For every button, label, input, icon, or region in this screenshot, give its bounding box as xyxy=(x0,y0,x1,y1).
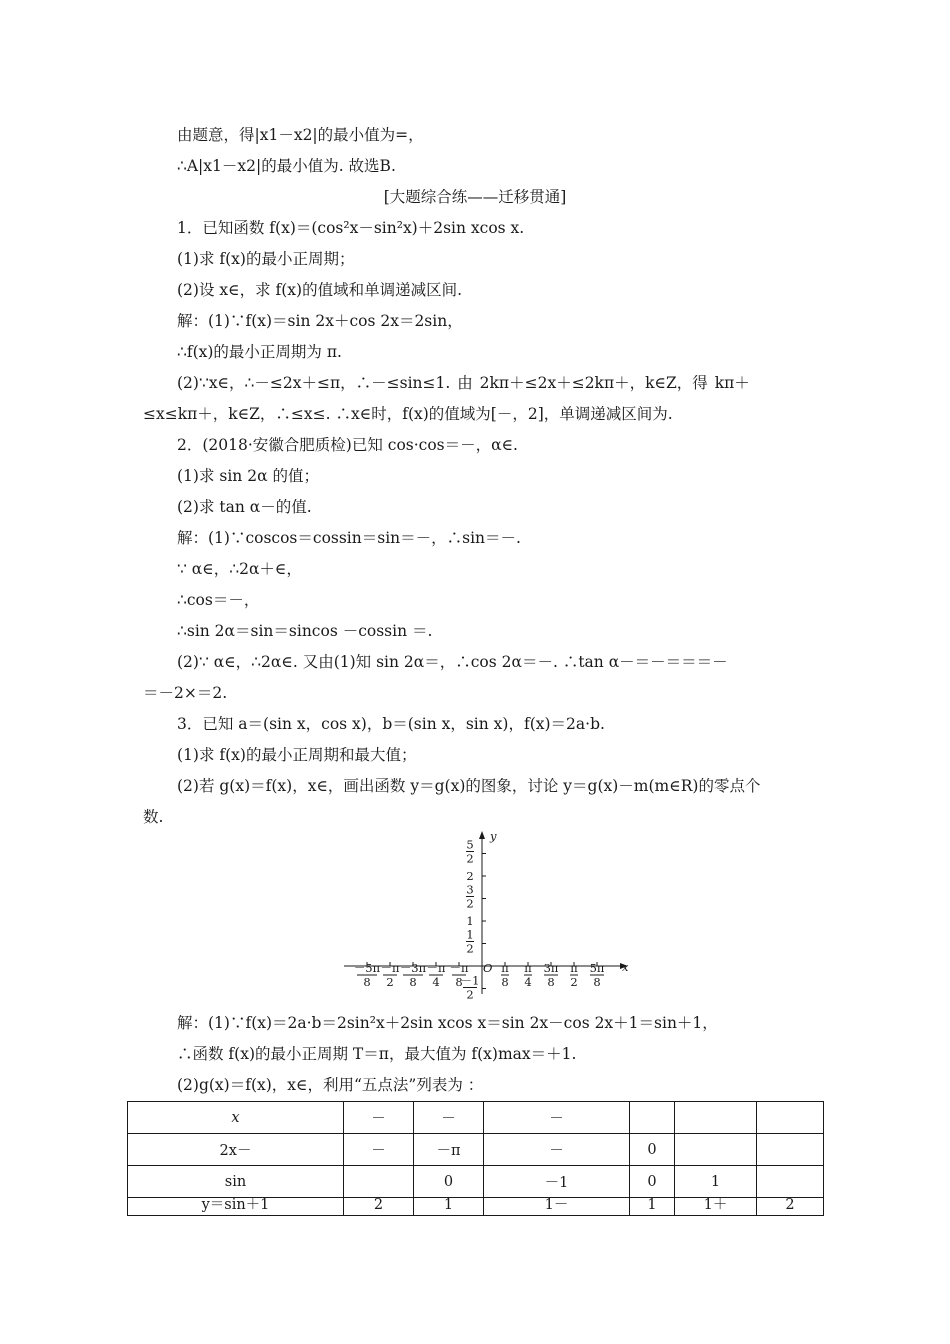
text-line: 解：(1)∵f(x)＝sin 2x＋cos 2x＝2sin， xyxy=(177,312,463,330)
text-line: 由题意，得|x1－x2|的最小值为=， xyxy=(177,126,424,144)
table-cell: 2 xyxy=(757,1198,824,1216)
table-cell: 1－ xyxy=(484,1198,630,1216)
x-tick-label-denominator: 8 xyxy=(593,975,601,989)
table-cell: － xyxy=(484,1102,630,1134)
x-tick-label-numerator: －5π xyxy=(353,961,381,975)
table-cell: x xyxy=(128,1102,344,1134)
table-cell: y＝sin＋1 xyxy=(128,1198,344,1216)
x-tick-label-numerator: －3π xyxy=(399,961,427,975)
table-cell: －1 xyxy=(484,1166,630,1198)
x-tick-label-numerator: －π xyxy=(380,961,400,975)
table-cell xyxy=(630,1102,675,1134)
text-line: ＝－2×＝2. xyxy=(143,684,228,702)
table-cell: － xyxy=(344,1102,414,1134)
text-line: (2)求 tan α－的值. xyxy=(177,498,312,516)
x-tick-label-numerator: 5π xyxy=(589,961,605,975)
table-cell xyxy=(757,1134,824,1166)
text-line: (2)若 g(x)＝f(x)，x∈，画出函数 y＝g(x)的图象，讨论 y＝g(x)－m(m∈R)的零点个 xyxy=(177,777,761,795)
table-cell: 1＋ xyxy=(675,1198,757,1216)
x-tick-label-denominator: 2 xyxy=(386,975,394,989)
y-tick-label-denominator: 2 xyxy=(466,896,474,911)
table-cell: 2x－ xyxy=(128,1134,344,1166)
table-cell: 0 xyxy=(630,1166,675,1198)
text-line: ∴函数 f(x)的最小正周期 T＝π，最大值为 f(x)max＝＋1. xyxy=(177,1045,577,1063)
x-tick-label-denominator: 4 xyxy=(432,975,440,989)
problem-1: 1．已知函数 f(x)＝(cos²x－sin²x)＋2sin xcos x. xyxy=(177,219,525,237)
y-tick-label-denominator: 2 xyxy=(466,851,474,866)
x-tick-label-numerator: π xyxy=(524,961,532,975)
five-point-table xyxy=(127,1101,824,1216)
table-cell xyxy=(757,1166,824,1198)
text-line: 解：(1)∵f(x)＝2a·b＝2sin²x＋2sin xcos x＝sin 2x－cos 2x＋1＝sin＋1， xyxy=(177,1014,718,1032)
text-line: (1)求 sin 2α 的值； xyxy=(177,467,319,485)
text-line: ∴A|x1－x2|的最小值为. 故选B. xyxy=(177,157,396,175)
text-line: ∴f(x)的最小正周期为 π. xyxy=(177,343,342,361)
table-cell xyxy=(675,1102,757,1134)
origin-label: O xyxy=(483,961,493,975)
y-axis-label: y xyxy=(490,829,497,843)
x-tick-label-denominator: 8 xyxy=(363,975,371,989)
table-row xyxy=(128,1134,824,1166)
y-tick-label: 2 xyxy=(466,869,474,883)
table-cell xyxy=(675,1134,757,1166)
table-cell xyxy=(344,1166,414,1198)
table-cell: 1 xyxy=(414,1198,484,1216)
x-tick-label-numerator: －π xyxy=(449,961,469,975)
coordinate-graph xyxy=(330,826,640,1001)
table-cell: sin xyxy=(128,1166,344,1198)
table-cell: 1 xyxy=(630,1198,675,1216)
text-line: (1)求 f(x)的最小正周期和最大值； xyxy=(177,746,417,764)
table-cell: － xyxy=(344,1134,414,1166)
x-tick-label-denominator: 8 xyxy=(455,975,463,989)
y-tick-label-numerator: 5 xyxy=(466,837,474,852)
table-cell xyxy=(757,1102,824,1134)
y-tick-label-negative-denominator: 2 xyxy=(466,987,474,1001)
text-line: ≤x≤kπ＋，k∈Z，∴≤x≤. ∴x∈时，f(x)的值域为[－，2]，单调递减区间为. xyxy=(143,405,673,423)
section-heading: [大题综合练——迁移贯通] xyxy=(383,188,567,206)
text-line: ∴sin 2α＝sin＝sincos －cossin ＝. xyxy=(177,622,433,640)
y-tick-label-denominator: 2 xyxy=(466,941,474,956)
x-tick-label-numerator: π xyxy=(570,961,578,975)
table-cell: －π xyxy=(414,1134,484,1166)
x-tick-label-denominator: 8 xyxy=(547,975,555,989)
text-line: (2)∵x∈，∴－≤2x＋≤π，∴－≤sin≤1. 由 2kπ＋≤2x＋≤2kπ＋，k∈Z，得 kπ＋ xyxy=(177,374,750,392)
table-cell: － xyxy=(484,1134,630,1166)
x-tick-label-numerator: π xyxy=(501,961,509,975)
table-cell: 2 xyxy=(344,1198,414,1216)
x-axis-label: x xyxy=(622,960,629,974)
table-row xyxy=(128,1102,824,1134)
x-tick-label-numerator: 3π xyxy=(543,961,559,975)
text-line: (2)设 x∈，求 f(x)的值域和单调递减区间. xyxy=(177,281,463,299)
table-cell: 0 xyxy=(414,1166,484,1198)
x-tick-label-denominator: 8 xyxy=(409,975,417,989)
x-tick-label-denominator: 8 xyxy=(501,975,509,989)
text-line: ∴cos＝－， xyxy=(177,591,260,609)
text-line: (2)∵ α∈，∴2α∈. 又由(1)知 sin 2α＝，∴cos 2α＝－. ∴tan α－＝－＝＝＝－ xyxy=(177,653,728,671)
problem-2: 2．(2018·安徽合肥质检)已知 cos·cos＝－，α∈. xyxy=(177,436,518,454)
y-axis-arrow xyxy=(479,831,485,839)
y-tick-label-negative-numerator: －1 xyxy=(460,973,480,988)
table-row xyxy=(128,1198,824,1216)
x-tick-label-denominator: 2 xyxy=(570,975,578,989)
table-cell: 1 xyxy=(675,1166,757,1198)
x-tick-label-numerator: －π xyxy=(426,961,446,975)
y-tick-label-numerator: 1 xyxy=(466,927,474,942)
table-cell: 0 xyxy=(630,1134,675,1166)
text-line: (1)求 f(x)的最小正周期； xyxy=(177,250,355,268)
problem-3: 3．已知 a＝(sin x，cos x)，b＝(sin x，sin x)，f(x)＝2a·b. xyxy=(177,715,605,733)
y-tick-label: 1 xyxy=(466,914,474,928)
text-line: (2)g(x)＝f(x)，x∈，利用“五点法”列表为 ： xyxy=(177,1076,484,1094)
table-cell: － xyxy=(414,1102,484,1134)
table-row xyxy=(128,1166,824,1198)
y-tick-label-numerator: 3 xyxy=(466,882,474,897)
text-line: 数. xyxy=(143,808,164,826)
x-tick-label-denominator: 4 xyxy=(524,975,532,989)
text-line: 解：(1)∵coscos＝cossin＝sin＝－，∴sin＝－. xyxy=(177,529,521,547)
text-line: ∵ α∈，∴2α＋∈， xyxy=(177,560,302,578)
